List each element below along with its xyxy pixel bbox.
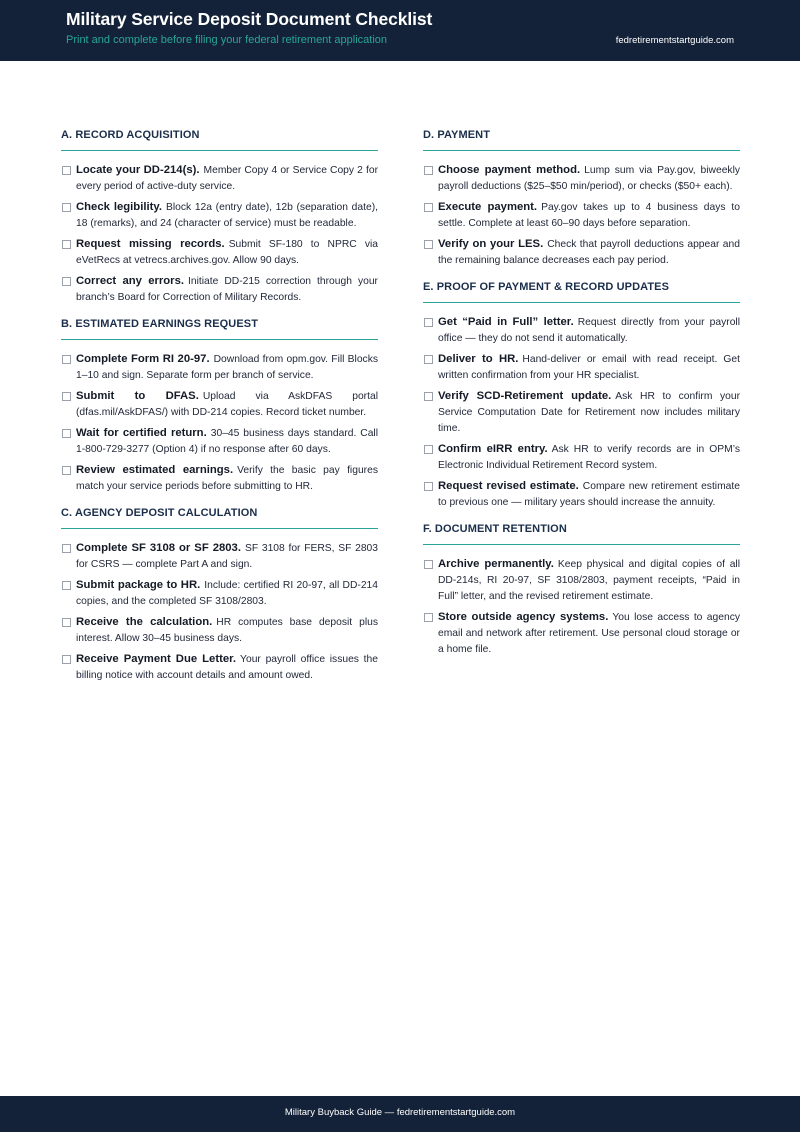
item-text: Your payroll office issues the billing notice with account details and amount owed. [76, 654, 378, 681]
checklist-item [61, 236, 378, 269]
checklist-item [61, 199, 378, 232]
item-text: Check that payroll deductions appear and the remaining balance decreases each pay period. [438, 239, 740, 266]
checklist-section [423, 129, 740, 269]
item-text: Upload via AskDFAS portal (dfas.mil/AskDFAS/) with DD-214 copies. Record ticket number. [76, 391, 378, 418]
item-lead: Verify on your LES. [438, 238, 544, 250]
checkbox[interactable] [424, 445, 433, 454]
page-header [0, 0, 800, 61]
checkbox[interactable] [62, 240, 71, 249]
section-title: F. DOCUMENT RETENTION [423, 523, 740, 545]
checklist-item [423, 162, 740, 195]
item-text: SF 3108 for FERS, SF 2803 for CSRS — complete Part A and sign. [76, 543, 378, 570]
site-url: fedretirementstartguide.com [615, 35, 734, 46]
checkbox[interactable] [62, 466, 71, 475]
checkbox[interactable] [424, 166, 433, 175]
right-column [423, 129, 740, 670]
checklist-item [61, 273, 378, 306]
item-lead: Complete Form RI 20-97. [76, 353, 210, 365]
item-text: Submit SF-180 to NPRC via eVetRecs at vetrecs.archives.gov. Allow 90 days. [76, 239, 378, 266]
checkbox[interactable] [424, 392, 433, 401]
section-title: E. PROOF OF PAYMENT & RECORD UPDATES [423, 281, 740, 303]
checkbox[interactable] [62, 429, 71, 438]
section-title: D. PAYMENT [423, 129, 740, 151]
checklist-section [423, 523, 740, 658]
item-lead: Archive permanently. [438, 558, 554, 570]
item-lead: Request revised estimate. [438, 480, 579, 492]
item-text: Initiate DD-215 correction through your branch’s Board for Correction of Military Records. [76, 276, 378, 303]
checklist-item [61, 614, 378, 647]
item-text: Keep physical and digital copies of all DD-214s, RI 20-97, SF 3108/2803, payment receipts, “Paid in Full” letter, and the revised retirement estimate. [438, 559, 740, 602]
checklist-item [423, 478, 740, 511]
item-lead: Correct any errors. [76, 275, 184, 287]
checkbox[interactable] [424, 203, 433, 212]
checklist-item [61, 388, 378, 421]
item-text: Ask HR to verify records are in OPM’s Electronic Individual Retirement Record system. [438, 444, 740, 471]
item-lead: Wait for certified return. [76, 427, 207, 439]
checkbox[interactable] [62, 203, 71, 212]
checkbox[interactable] [62, 166, 71, 175]
item-text: Download from opm.gov. Fill Blocks 1–10 and sign. Separate form per branch of service. [76, 354, 378, 381]
checklist-item [61, 162, 378, 195]
page-footer [0, 1096, 800, 1132]
item-text: Member Copy 4 or Service Copy 2 for every period of active-duty service. [76, 165, 378, 192]
checkbox[interactable] [62, 581, 71, 590]
checkbox[interactable] [62, 355, 71, 364]
page-title: Military Service Deposit Document Checklist [66, 9, 433, 29]
checkbox[interactable] [424, 613, 433, 622]
checklist-item [61, 462, 378, 495]
checklist-item [423, 609, 740, 658]
item-lead: Submit to DFAS. [76, 390, 199, 402]
checkbox[interactable] [62, 618, 71, 627]
item-lead: Complete SF 3108 or SF 2803. [76, 542, 241, 554]
item-text: Hand-deliver or email with read receipt. Get written confirmation from your HR specialist. [438, 354, 741, 381]
item-text: Pay.gov takes up to 4 business days to settle. Complete at least 60–90 days before separation. [438, 202, 740, 229]
item-lead: Request missing records. [76, 238, 225, 250]
checklist-item [61, 651, 378, 684]
item-lead: Choose payment method. [438, 164, 581, 176]
checklist-section [61, 507, 378, 684]
checkbox[interactable] [424, 560, 433, 569]
item-lead: Receive Payment Due Letter. [76, 653, 237, 665]
item-lead: Locate your DD-214(s). [76, 164, 200, 176]
item-lead: Review estimated earnings. [76, 464, 234, 476]
item-text: You lose access to agency email and network after retirement. Use personal cloud storage or a home file. [438, 612, 740, 655]
item-text: HR computes base deposit plus interest. Allow 30–45 business days. [76, 617, 378, 644]
left-column [61, 129, 378, 696]
section-title: A. RECORD ACQUISITION [61, 129, 378, 151]
item-text: Block 12a (entry date), 12b (separation date), 18 (remarks), and 24 (character of service) must be readable. [76, 202, 379, 229]
checklist-item [423, 351, 740, 384]
checklist-item [423, 199, 740, 232]
item-text: Include: certified RI 20-97, all DD-214 copies, and the completed SF 3108/2803. [76, 580, 379, 607]
item-text: Verify the basic pay figures match your service periods before submitting to HR. [76, 465, 378, 492]
checklist-item [423, 314, 740, 347]
item-lead: Store outside agency systems. [438, 611, 609, 623]
checkbox[interactable] [62, 655, 71, 664]
item-text: Compare new retirement estimate to previous one — military years should increase the annuity. [438, 481, 740, 508]
checklist-section [61, 318, 378, 495]
item-lead: Check legibility. [76, 201, 162, 213]
checklist-item [61, 577, 378, 610]
checklist-item [423, 388, 740, 437]
checklist-section [61, 129, 378, 306]
item-text: Ask HR to confirm your Service Computation Date for Retirement now includes military time. [438, 391, 741, 434]
page-subtitle: Print and complete before filing your federal retirement application [66, 34, 388, 46]
item-lead: Verify SCD-Retirement update. [438, 390, 612, 402]
item-lead: Submit package to HR. [76, 579, 201, 591]
checkbox[interactable] [62, 544, 71, 553]
item-lead: Receive the calculation. [76, 616, 213, 628]
section-title: C. AGENCY DEPOSIT CALCULATION [61, 507, 378, 529]
checklist-item [423, 556, 740, 605]
section-title: B. ESTIMATED EARNINGS REQUEST [61, 318, 378, 340]
checkbox[interactable] [62, 277, 71, 286]
item-text: Request directly from your payroll office — they do not send it automatically. [438, 317, 740, 344]
item-text: 30–45 business days standard. Call 1-800-729-3277 (Option 4) if no response after 60 days. [76, 428, 379, 455]
checkbox[interactable] [424, 355, 433, 364]
footer-text: Military Buyback Guide — fedretirementstartguide.com [284, 1107, 516, 1118]
item-lead: Deliver to HR. [438, 353, 519, 365]
checklist-item [423, 441, 740, 474]
item-lead: Execute payment. [438, 201, 538, 213]
item-lead: Get “Paid in Full” letter. [438, 316, 574, 328]
checklist-item [61, 351, 378, 384]
checkbox[interactable] [424, 318, 433, 327]
checklist-section [423, 281, 740, 511]
checkbox[interactable] [62, 392, 71, 401]
checklist-item [61, 540, 378, 573]
checkbox[interactable] [424, 240, 433, 249]
checklist-item [423, 236, 740, 269]
item-lead: Confirm eIRR entry. [438, 443, 548, 455]
item-text: Lump sum via Pay.gov, biweekly payroll deductions ($25–$50 min/period), or checks ($50+ each). [438, 165, 741, 192]
checklist-item [61, 425, 378, 458]
checkbox[interactable] [424, 482, 433, 491]
